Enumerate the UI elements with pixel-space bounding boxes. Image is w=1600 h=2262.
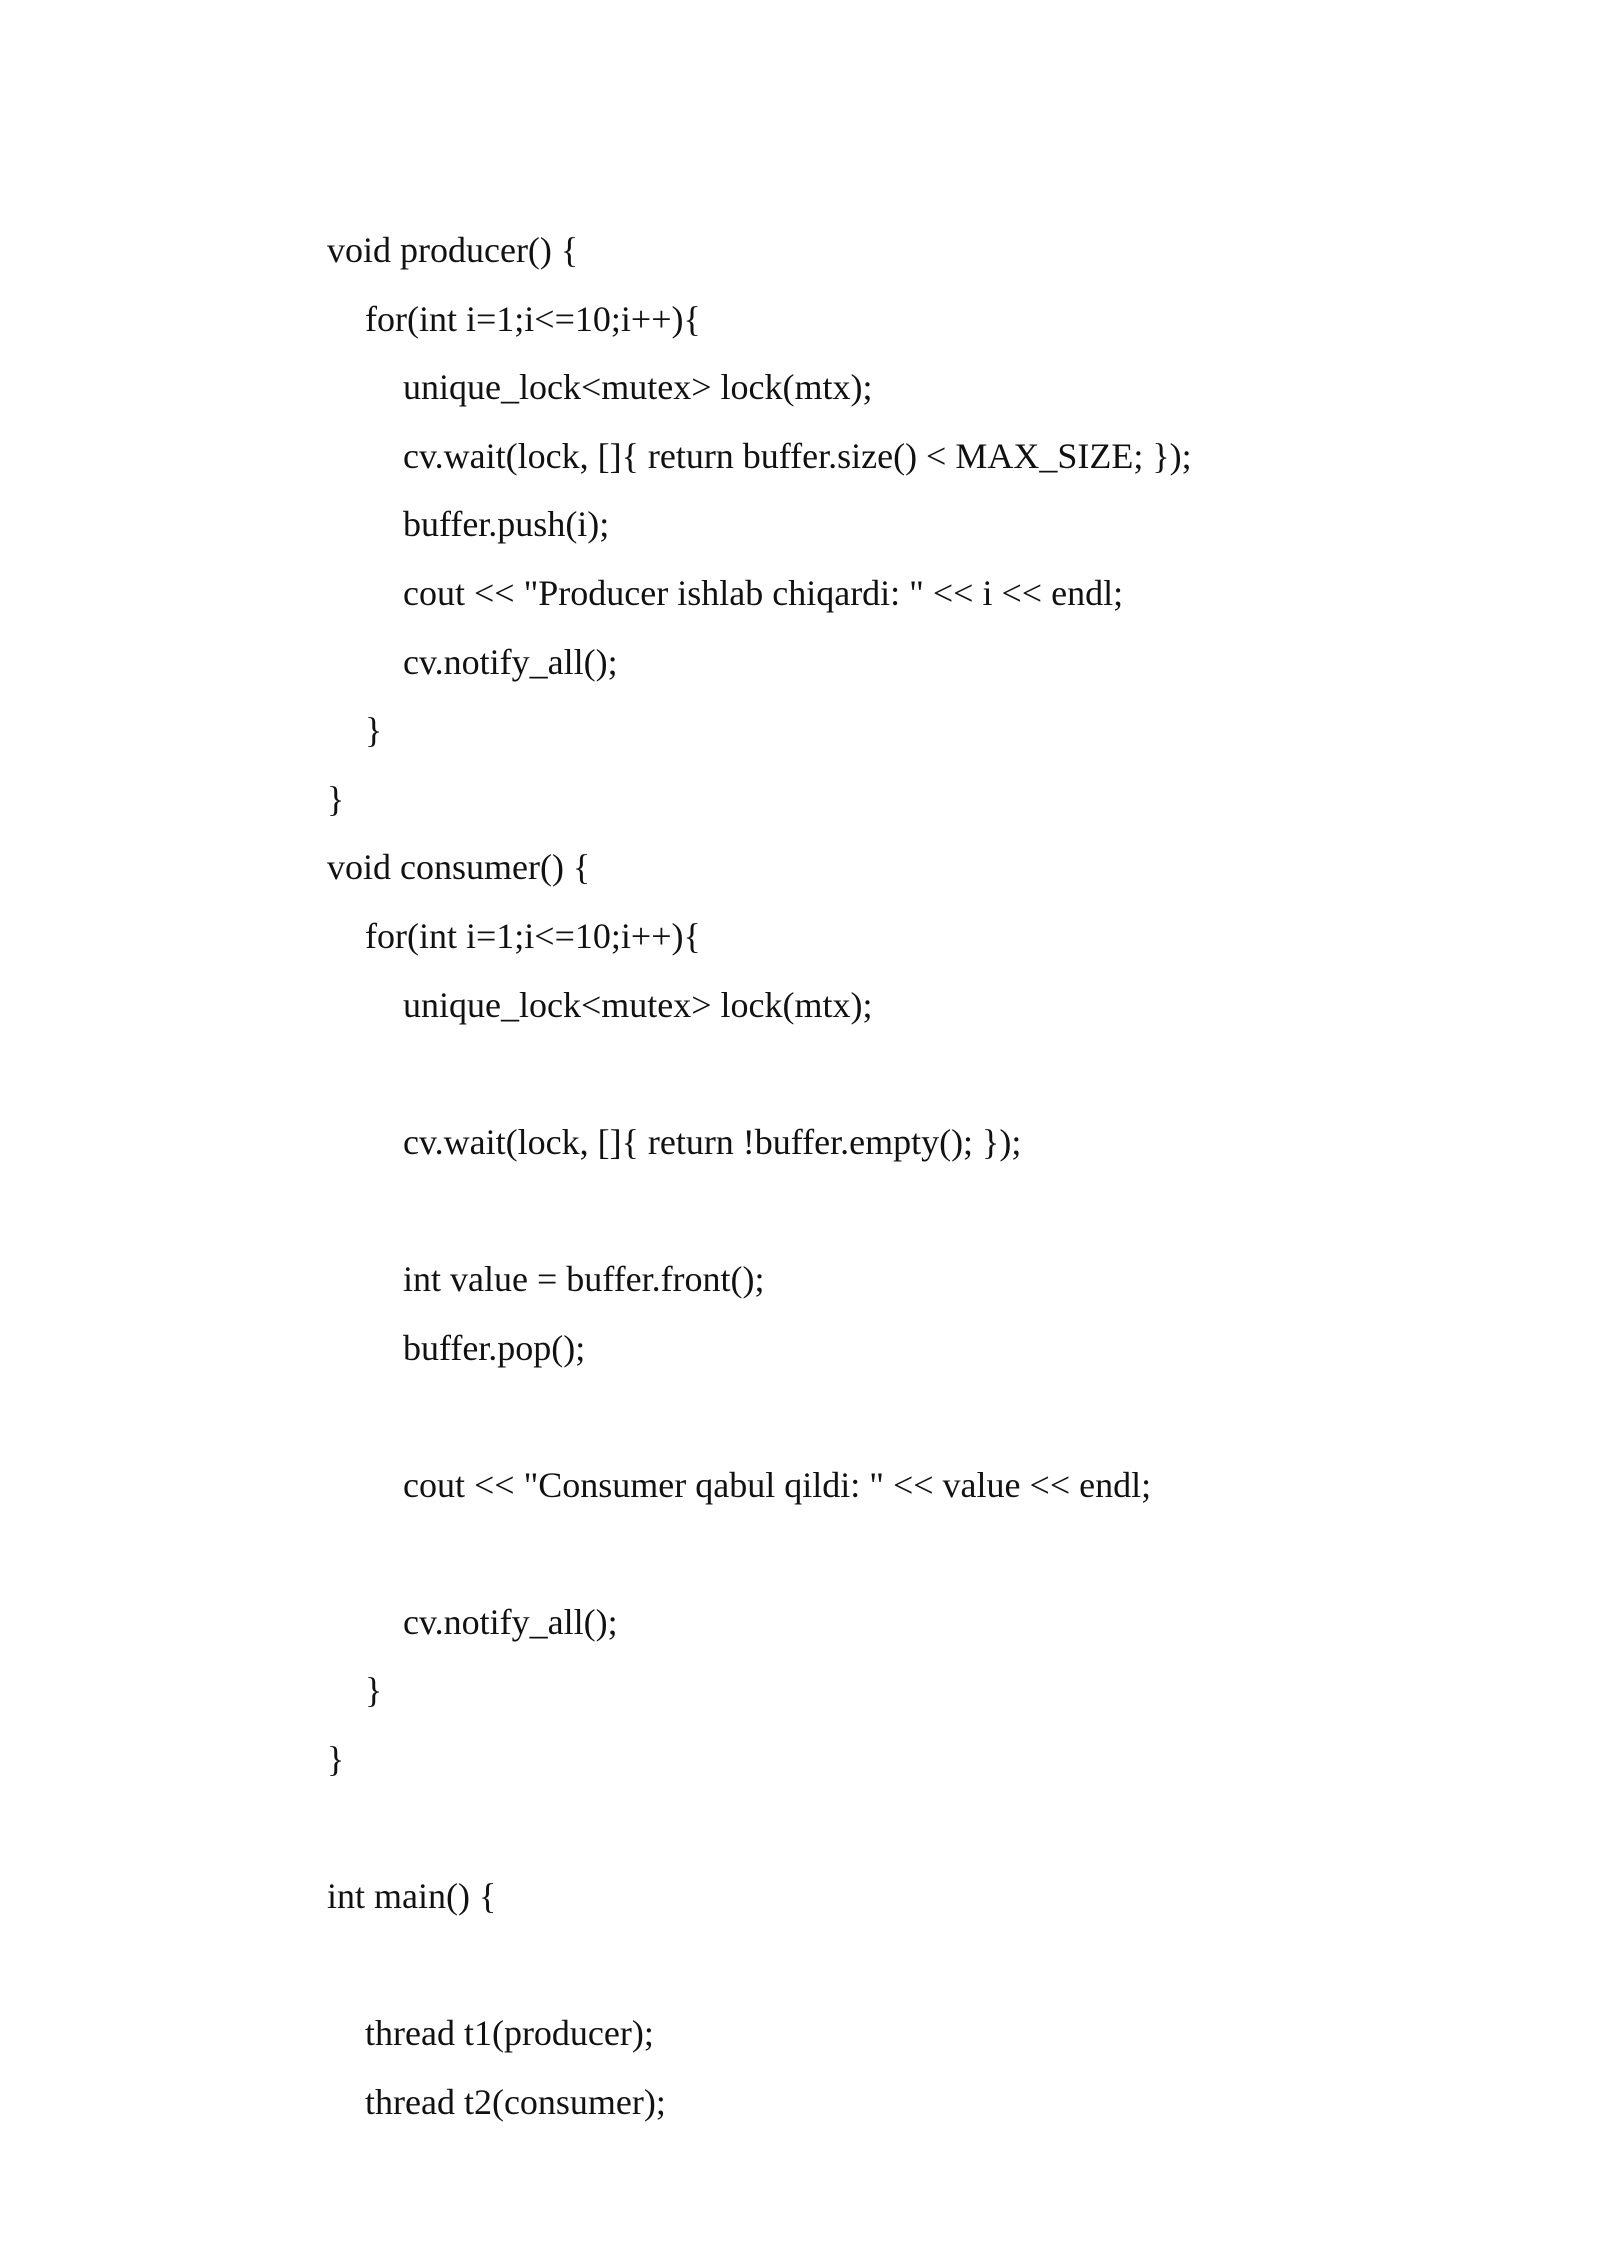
code-line: for(int i=1;i<=10;i++){: [365, 915, 701, 956]
code-line: for(int i=1;i<=10;i++){: [365, 298, 701, 339]
blank-line: [327, 1176, 1477, 1245]
code-line: int value = buffer.front();: [403, 1258, 765, 1299]
code-line: void consumer() {: [327, 847, 591, 888]
blank-line: [327, 1039, 1477, 1108]
code-line: }: [327, 1739, 345, 1780]
code-line: cv.wait(lock, []{ return !buffer.empty(); });: [403, 1121, 1022, 1162]
blank-line: [327, 1382, 1477, 1451]
blank-line: [327, 1794, 1477, 1863]
code-line: void producer() {: [327, 230, 579, 270]
code-line: unique_lock<mutex> lock(mtx);: [403, 984, 873, 1025]
blank-line: [327, 1931, 1477, 2000]
code-line: cv.notify_all();: [403, 641, 618, 682]
code-line: }: [365, 710, 383, 751]
code-line: thread t1(producer);: [365, 2013, 654, 2054]
code-line: unique_lock<mutex> lock(mtx);: [403, 367, 873, 408]
code-line: cout << "Producer ishlab chiqardi: " << i << endl;: [403, 572, 1124, 613]
code-line: cout << "Consumer qabul qildi: " << value << endl;: [403, 1464, 1152, 1505]
code-line: buffer.pop();: [403, 1327, 586, 1368]
code-line: cv.notify_all();: [403, 1601, 618, 1642]
code-line: int main() {: [327, 1876, 497, 1917]
blank-line: [327, 1519, 1477, 1588]
code-line: buffer.push(i);: [403, 504, 610, 545]
code-line: }: [365, 1670, 383, 1711]
code-line: }: [327, 778, 345, 819]
code-listing: [327, 216, 1477, 2137]
code-line: thread t2(consumer);: [365, 2082, 666, 2123]
code-line: cv.wait(lock, []{ return buffer.size() < MAX_SIZE; });: [403, 435, 1192, 476]
